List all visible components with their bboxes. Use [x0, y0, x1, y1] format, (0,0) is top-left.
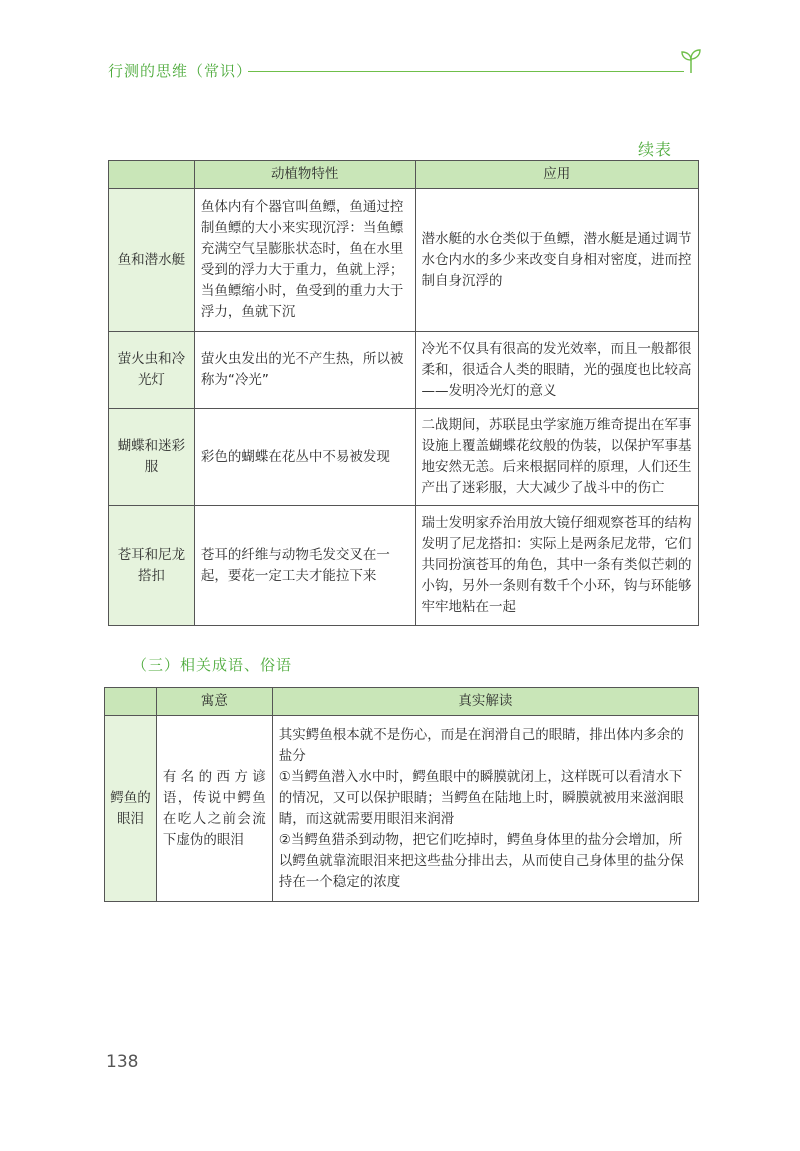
table-row — [109, 189, 699, 332]
table-row — [105, 716, 699, 902]
table-header-row — [105, 688, 699, 716]
header-cell-blank — [105, 688, 157, 716]
row-name: 鱼和潜水艇 — [109, 189, 195, 332]
sprout-icon — [680, 48, 702, 74]
table-row — [109, 409, 699, 506]
header-cell-interpretation: 真实解读 — [272, 688, 698, 716]
table-row — [109, 332, 699, 409]
row-name: 鳄鱼的眼泪 — [105, 716, 157, 902]
table-header-row — [109, 161, 699, 189]
header-rule — [248, 71, 684, 72]
row-trait: 彩色的蝴蝶在花丛中不易被发现 — [194, 409, 415, 506]
interpretation-line: ①当鳄鱼潜入水中时，鳄鱼眼中的瞬膜就闭上，这样既可以看清水下的情况，又可以保护眼睛；当鳄鱼在陆地上时，瞬膜就被用来滋润眼睛，而这就需要用眼泪来润滑 — [278, 768, 684, 827]
continued-label: 续表 — [637, 140, 672, 159]
row-name: 苍耳和尼龙搭扣 — [109, 506, 195, 626]
table-row — [109, 506, 699, 626]
row-trait: 苍耳的纤维与动物毛发交叉在一起，要花一定工夫才能拉下来 — [194, 506, 415, 626]
row-name: 蝴蝶和迷彩服 — [109, 409, 195, 506]
row-meaning: 有名的西方谚语，传说中鳄鱼在吃人之前会流下虚伪的眼泪 — [156, 716, 272, 902]
row-name: 萤火虫和冷光灯 — [109, 332, 195, 409]
idiom-table — [104, 687, 699, 902]
running-header — [108, 58, 702, 86]
row-interpretation — [272, 716, 698, 902]
running-header-title: 行测的思维（常识） — [108, 62, 253, 80]
header-cell-blank — [109, 161, 195, 189]
section-title: （三）相关成语、俗语 — [132, 656, 293, 674]
bionics-table — [108, 160, 699, 626]
row-application: 二战期间，苏联昆虫学家施万维奇提出在军事设施上覆盖蝴蝶花纹般的伪装，以保护军事基地安然无恙。后来根据同样的原理，人们还生产出了迷彩服，大大减少了战斗中的伤亡 — [415, 409, 699, 506]
row-application: 冷光不仅具有很高的发光效率，而且一般都很柔和，很适合人类的眼睛，光的强度也比较高——发明冷光灯的意义 — [415, 332, 699, 409]
row-application: 瑞士发明家乔治用放大镜仔细观察苍耳的结构发明了尼龙搭扣：实际上是两条尼龙带，它们共同扮演苍耳的角色，其中一条有类似芒刺的小钩，另外一条则有数千个小环，钩与环能够牢牢地粘在一起 — [415, 506, 699, 626]
header-cell-meaning: 寓意 — [156, 688, 272, 716]
interpretation-line: 其实鳄鱼根本就不是伤心，而是在润滑自己的眼睛，排出体内多余的盐分 — [278, 726, 684, 764]
row-trait: 鱼体内有个器官叫鱼鳔，鱼通过控制鱼鳔的大小来实现沉浮：当鱼鳔充满空气呈膨胀状态时，鱼在水里受到的浮力大于重力，鱼就上浮；当鱼鳔缩小时，鱼受到的重力大于浮力，鱼就下沉 — [194, 189, 415, 332]
header-cell-trait: 动植物特性 — [194, 161, 415, 189]
interpretation-line: ②当鳄鱼猎杀到动物，把它们吃掉时，鳄鱼身体里的盐分会增加，所以鳄鱼就靠流眼泪来把这些盐分排出去，从而使自己身体里的盐分保持在一个稳定的浓度 — [278, 831, 684, 890]
header-cell-application: 应用 — [415, 161, 699, 189]
row-application: 潜水艇的水仓类似于鱼鳔，潜水艇是通过调节水仓内水的多少来改变自身相对密度，进而控制自身沉浮的 — [415, 189, 699, 332]
row-trait: 萤火虫发出的光不产生热，所以被称为“冷光” — [194, 332, 415, 409]
page-number: 138 — [106, 1052, 139, 1072]
